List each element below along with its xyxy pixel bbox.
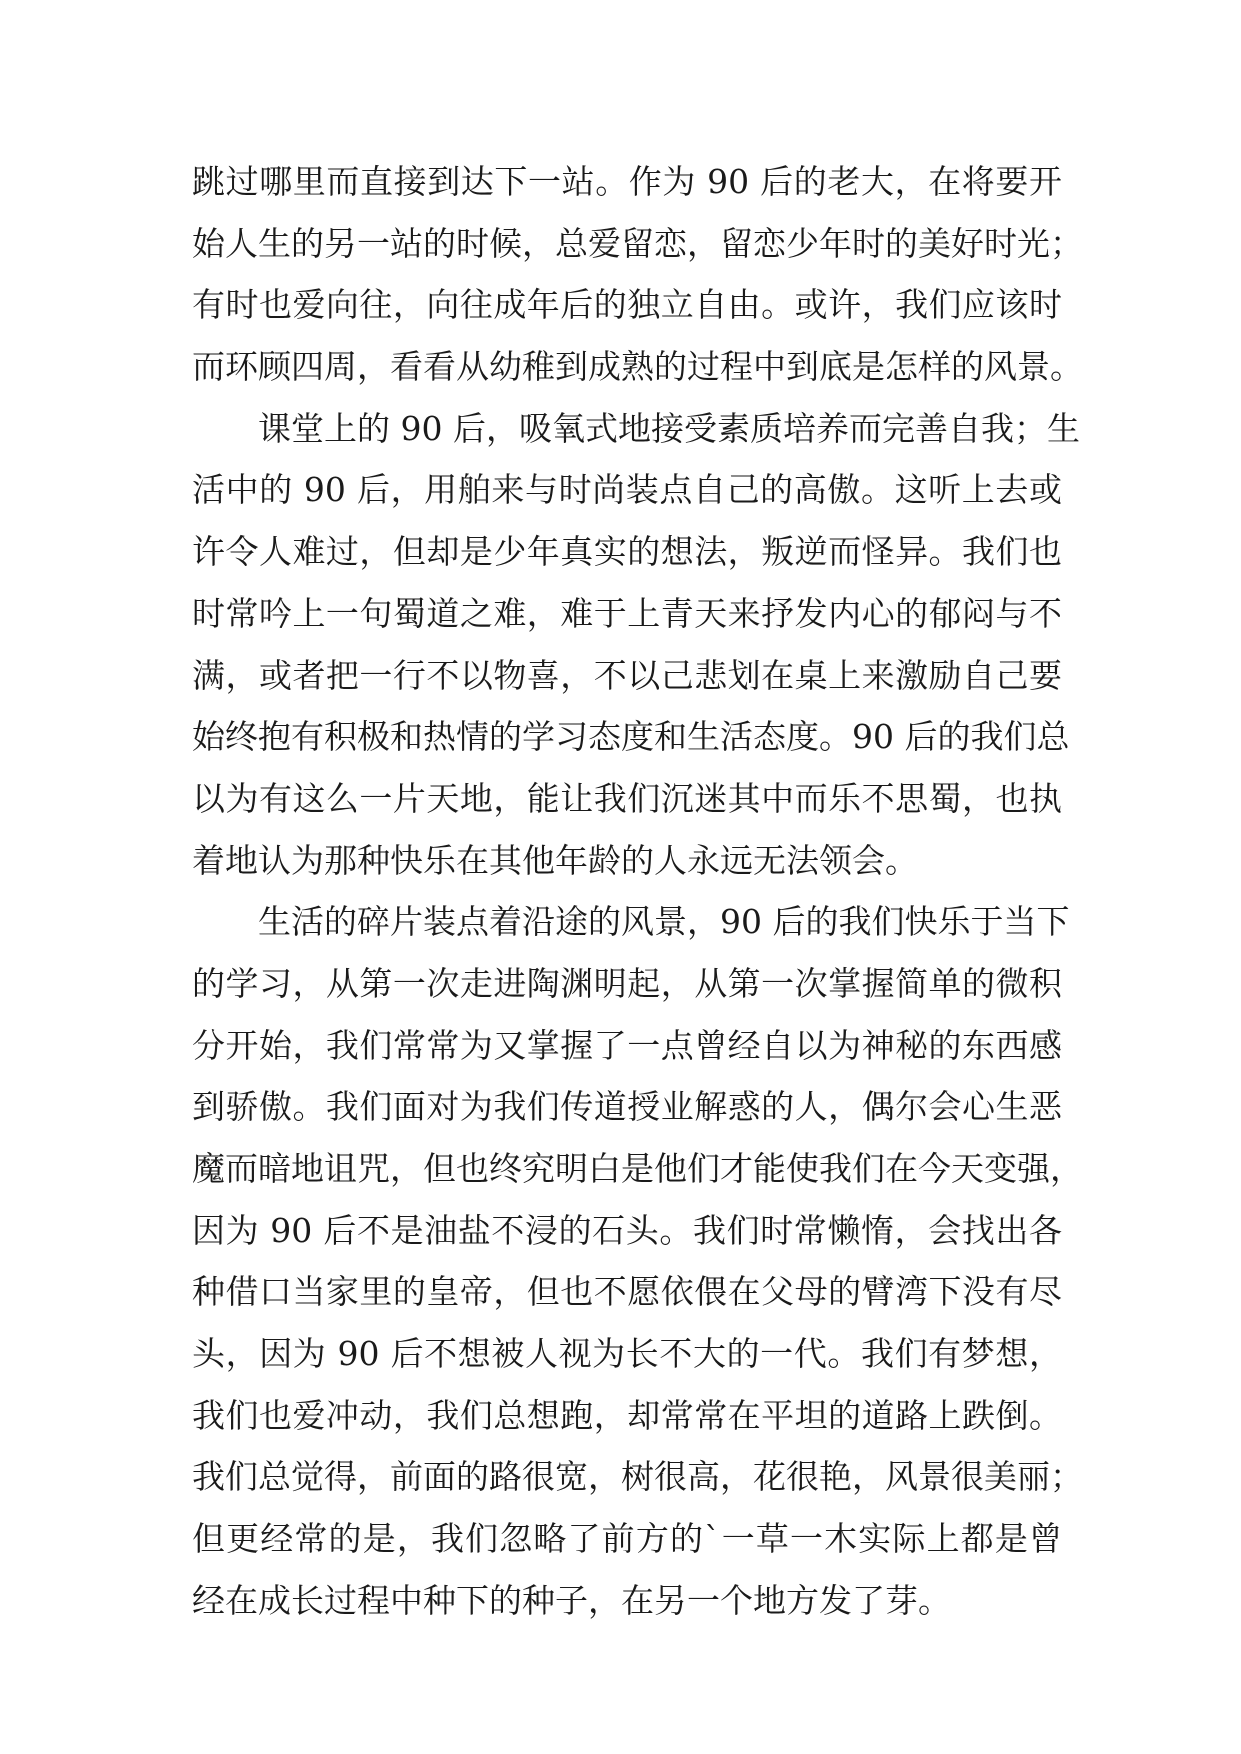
text-line: 有时也爱向往，向往成年后的独立自由。或许，我们应该时 [192,285,1062,325]
text-line: 着地认为那种快乐在其他年龄的人永远无法领会。 [192,840,918,880]
text-line: 头，因为 90 后不想被人视为长不大的一代。我们有梦想， [192,1334,1062,1374]
text-line: 始人生的另一站的时候，总爱留恋，留恋少年时的美好时光； [192,223,1083,263]
text-line: 始终抱有积极和热情的学习态度和生活态度。90 后的我们总 [192,717,1070,757]
text-line: 生活的碎片装点着沿途的风景，90 后的我们快乐于当下 [258,902,1070,942]
text-line: 但更经常的是，我们忽略了前方的`一草一木实际上都是曾 [192,1519,1062,1559]
text-line: 以为有这么一片天地，能让我们沉迷其中而乐不思蜀，也执 [192,778,1062,818]
text-line: 跳过哪里而直接到达下一站。作为 90 后的老大，在将要开 [192,162,1062,201]
text-line: 许令人难过，但却是少年真实的想法，叛逆而怪异。我们也 [192,532,1062,572]
text-line: 我们总觉得，前面的路很宽，树很高，花很艳，风景很美丽； [192,1457,1083,1497]
text-line: 满，或者把一行不以物喜，不以己悲划在桌上来激励自己要 [192,655,1062,695]
text-line: 因为 90 后不是油盐不浸的石头。我们时常懒惰，会找出各 [192,1210,1062,1250]
text-line: 而环顾四周，看看从幼稚到成熟的过程中到底是怎样的风景。 [192,347,1083,387]
text-line: 魔而暗地诅咒，但也终究明白是他们才能使我们在今天变强， [192,1149,1083,1188]
text-line: 的学习，从第一次走进陶渊明起，从第一次掌握简单的微积 [192,963,1062,1003]
body-text [192,162,1083,1643]
text-line: 时常吟上一句蜀道之难，难于上青天来抒发内心的郁闷与不 [192,593,1062,633]
text-line: 活中的 90 后，用舶来与时尚装点自己的高傲。这听上去或 [192,470,1062,510]
text-line: 课堂上的 90 后，吸氧式地接受素质培养而完善自我；生 [258,408,1080,448]
text-line: 经在成长过程中种下的种子，在另一个地方发了芽。 [192,1580,951,1620]
text-line: 种借口当家里的皇帝，但也不愿依偎在父母的臂湾下没有尽 [192,1272,1062,1312]
text-line: 分开始，我们常常为又掌握了一点曾经自以为神秘的东西感 [192,1025,1062,1065]
text-line: 我们也爱冲动，我们总想跑，却常常在平坦的道路上跌倒。 [192,1395,1062,1435]
text-line: 到骄傲。我们面对为我们传道授业解惑的人，偶尔会心生恶 [192,1087,1062,1127]
